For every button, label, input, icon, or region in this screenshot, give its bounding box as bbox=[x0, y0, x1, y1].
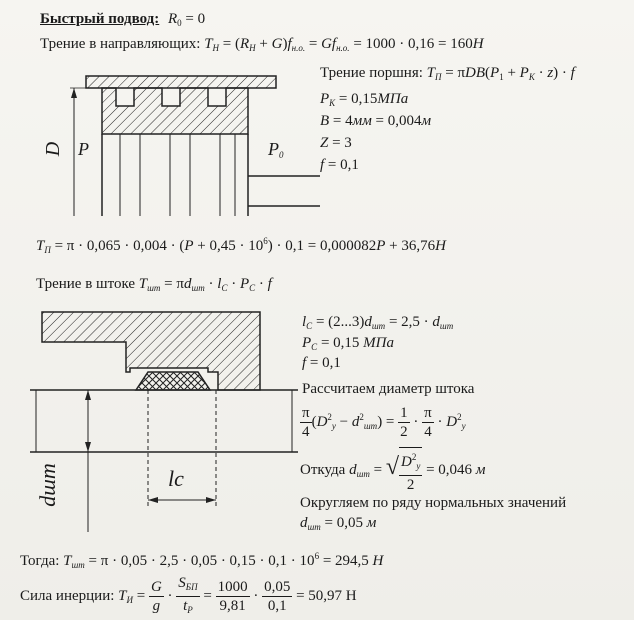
rod-diagram bbox=[30, 306, 298, 536]
diameter-equation: $\frac{\pi}{4}$ $(D^2_у - d^2_{шт})$ = $\frac{1}{2}$ · $\frac{\pi}{4}$ · $D^2_у$ bbox=[302, 405, 466, 440]
inertia-den4: 0,1 bbox=[267, 598, 287, 614]
diagram-label-p0: $P_0$ bbox=[268, 139, 284, 160]
then-line: Тогда: $T_{шт} = \pi \cdot 0,05 \cdot 2,5 \cdot 0,05 \cdot 0,15 \cdot 0,1 \cdot 10^6 = 294,5$ Н bbox=[20, 551, 384, 570]
inertia-num1: G bbox=[150, 579, 162, 595]
rod-friction-label: Трение в штоке bbox=[36, 276, 136, 292]
inertia-label: Сила инерции: bbox=[20, 587, 115, 604]
inertia-num3: 1000 bbox=[217, 579, 248, 595]
lc-line: $l_C = (2...3)d_{шт} = 2,5 \cdot d_{шт}$ bbox=[302, 314, 454, 331]
round-label: Округляем по ряду нормальных значений bbox=[300, 495, 567, 511]
inertia-line: Сила инерции: $T_И$ = $\frac{G}{g}$ · $\frac{S_{БП}}{t_P}$ = $\frac{1000}{9,81}$ · $\frac{0,05}{0,1}$ = 50,97 Н bbox=[20, 575, 357, 615]
diagram-label-p: P bbox=[78, 139, 89, 159]
rod-f-line: f = 0,1 bbox=[302, 355, 341, 371]
inertia-den3: 9,81 bbox=[219, 598, 246, 614]
piston-friction-line: Трение поршня: $T_П = \pi DB(P_1 + P_К \cdot z) \cdot f$ bbox=[320, 65, 575, 82]
tp-result: $T_П = \pi \cdot 0,065 \cdot 0,004 \cdot (P + 0,45 \cdot 10^6) \cdot 0,1 = 0,000082P + 36,76H$ bbox=[36, 236, 446, 255]
fast-feed-heading: Быстрый подвод: bbox=[40, 11, 160, 27]
rod-label-d: dшт bbox=[34, 463, 60, 507]
rod-label-l: lс bbox=[168, 466, 184, 491]
piston-body bbox=[102, 88, 248, 134]
f-line: f = 0,1 bbox=[320, 157, 359, 173]
r0-formula: $R_0 = 0$ bbox=[168, 11, 206, 28]
z-line: Z = 3 bbox=[320, 135, 352, 151]
piston-friction-label: Трение поршня: bbox=[320, 65, 423, 81]
guide-friction-line: Трение в направляющих: $T_H = (R_H + G)f_{н.о.} = Gf_{н.о.} = 1000 \cdot 0,16 = 160H$ bbox=[40, 36, 484, 53]
calc-label: Рассчитаем диаметр штока bbox=[302, 381, 475, 397]
cylinder-wall bbox=[86, 76, 276, 88]
diagram-label-d: D bbox=[42, 141, 65, 157]
pk-line: $P_К = 0,15МПа$ bbox=[320, 91, 409, 108]
inertia-den1: g bbox=[152, 598, 161, 614]
rod-friction-line: Трение в штоке $T_{шт} = \pi d_{шт} \cdot l_C \cdot P_C \cdot f$ bbox=[36, 276, 272, 293]
inertia-num4: 0,05 bbox=[264, 579, 291, 595]
then-label: Тогда: bbox=[20, 553, 60, 569]
pc-line: $P_C = 0,15$ МПа bbox=[302, 335, 394, 352]
inertia-result: = 50,97 Н bbox=[296, 587, 357, 604]
from-label: Откуда bbox=[300, 461, 346, 478]
b-line: B = 4мм = 0,004м bbox=[320, 113, 432, 129]
guide-friction-label: Трение в направляющих: bbox=[40, 36, 201, 52]
rod-seal bbox=[136, 372, 210, 390]
from-line: Откуда $d_{шт}$ = √ $\frac{D^2_у}{2}$ = 0,046 м bbox=[300, 447, 485, 494]
d-rounded: $d_{шт} = 0,05$ м bbox=[300, 515, 377, 532]
